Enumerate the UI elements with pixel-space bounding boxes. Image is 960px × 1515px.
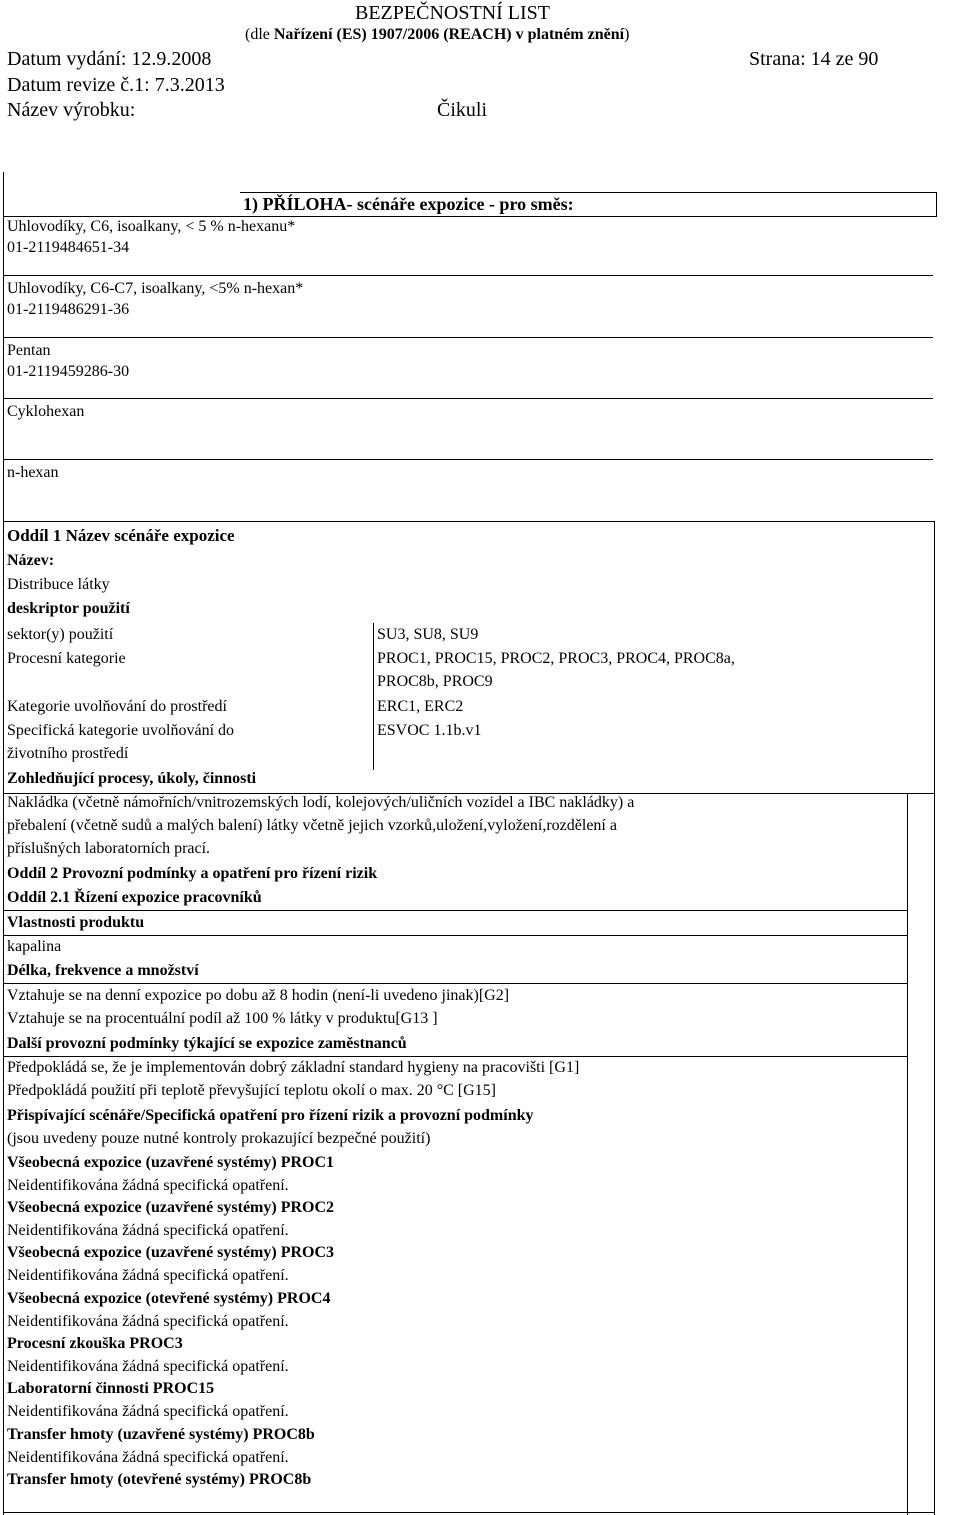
divider [3, 910, 908, 911]
substance-name: Cyklohexan [7, 403, 85, 420]
scenario-title: Transfer hmoty (uzavřené systémy) PROC8b [7, 1426, 315, 1443]
substance-reg: 01-2119484651-34 [7, 239, 130, 256]
duration-line: Vztahuje se na procentuální podíl až 100 % látky v produktu[G13 ] [7, 1010, 438, 1027]
divider [3, 398, 933, 399]
scenario-text: Neidentifikována žádná specifická opatření. [7, 1267, 289, 1284]
substance-name: n-hexan [7, 464, 59, 481]
page-number: Strana: 14 ze 90 [749, 48, 879, 70]
product-props-value: kapalina [7, 938, 62, 955]
release-category-label: Kategorie uvolňování do prostředí [7, 698, 227, 715]
scenario-title: Všeobecná expozice (otevřené systémy) PROC4 [7, 1290, 331, 1307]
section2-heading: Oddíl 2 Provozní podmínky a opatření pro řízení rizik [7, 865, 378, 882]
subtitle-suffix: ) [624, 26, 630, 43]
duration-heading: Délka, frekvence a množství [7, 962, 199, 979]
scenario-title: Procesní zkouška PROC3 [7, 1335, 183, 1352]
annex-title-right-line [936, 192, 937, 217]
other-conditions-line: Předpokládá použití při teplotě převyšující teplotu okolí o max. 20 °C [G15] [7, 1082, 496, 1099]
section1-heading: Oddíl 1 Název scénáře expozice [7, 526, 235, 545]
revision-date: Datum revize č.1: 7.3.2013 [7, 74, 225, 96]
section1-name-value: Distribuce látky [7, 576, 110, 593]
process-category-value-2: PROC8b, PROC9 [377, 673, 493, 690]
divider [3, 935, 908, 936]
product-name: Čikuli [437, 99, 488, 121]
substance-name: Uhlovodíky, C6-C7, isoalkany, <5% n-hexan* [7, 280, 304, 297]
scenario-title: Všeobecná expozice (uzavřené systémy) PROC2 [7, 1199, 335, 1216]
subtitle-regulation: Nařízení (ES) 1907/2006 (REACH) v platném znění [273, 26, 625, 43]
contrib-scenarios-note: (jsou uvedeny pouze nutné kontroly prokazující bezpečné použití) [7, 1130, 431, 1147]
substance-name: Uhlovodíky, C6, isoalkany, < 5 % n-hexanu* [7, 218, 296, 235]
product-label: Název výrobku: [7, 99, 136, 121]
divider [3, 983, 908, 984]
scenario-title: Transfer hmoty (otevřené systémy) PROC8b [7, 1471, 312, 1488]
scenario-text: Neidentifikována žádná specifická opatření. [7, 1449, 289, 1466]
scenario-text: Neidentifikována žádná specifická opatření. [7, 1403, 289, 1420]
process-category-label: Procesní kategorie [7, 650, 126, 667]
contrib-scenarios-heading: Přispívající scénáře/Specifická opatření pro řízení rizik a provozní podmínky [7, 1107, 534, 1124]
divider [3, 337, 933, 338]
left-border [3, 172, 4, 1515]
substance-reg: 01-2119459286-30 [7, 363, 130, 380]
scenario-text: Neidentifikována žádná specifická opatření. [7, 1177, 289, 1194]
document-subtitle [245, 26, 629, 44]
release-category-value: ERC1, ERC2 [377, 698, 464, 715]
annex-title: 1) PŘÍLOHA- scénáře expozice - pro směs: [243, 194, 574, 214]
annex-title-bottom-line [3, 216, 937, 217]
section1-name-label: Název: [7, 552, 55, 569]
section-box-bottom [3, 1512, 935, 1513]
specific-release-value: ESVOC 1.1b.v1 [377, 722, 482, 739]
specific-release-label-2: životního prostředí [7, 745, 129, 762]
divider [3, 1056, 908, 1057]
other-conditions-heading: Další provozní podmínky týkající se expozice zaměstnanců [7, 1035, 407, 1052]
contrib-text-line: příslušných laboratorních prací. [7, 840, 211, 857]
scenario-text: Neidentifikována žádná specifická opatření. [7, 1313, 289, 1330]
section-box-top [3, 521, 935, 522]
other-conditions-line: Předpokládá se, že je implementován dobrý základní standard hygieny na pracovišti [G1] [7, 1059, 580, 1076]
scenario-title: Všeobecná expozice (uzavřené systémy) PROC3 [7, 1244, 335, 1261]
duration-line: Vztahuje se na denní expozice po dobu až 8 hodin (není-li uvedeno jinak)[G2] [7, 987, 510, 1004]
process-category-value: PROC1, PROC15, PROC2, PROC3, PROC4, PROC8a, [377, 650, 735, 667]
contrib-text-line: Nakládka (včetně námořních/vnitrozemských lodí, kolejových/uličních vozidel a IBC nakládky) a [7, 794, 635, 811]
table-column-divider [373, 623, 374, 770]
substance-name: Pentan [7, 342, 51, 359]
scenario-title: Laboratorní činnosti PROC15 [7, 1380, 215, 1397]
scenario-title: Všeobecná expozice (uzavřené systémy) PROC1 [7, 1154, 335, 1171]
issue-date: Datum vydání: 12.9.2008 [7, 48, 212, 70]
descriptor-label: deskriptor použití [7, 600, 130, 617]
product-props-heading: Vlastnosti produktu [7, 914, 145, 931]
annex-title-top-line [240, 192, 937, 193]
use-sector-label: sektor(y) použití [7, 626, 114, 643]
section-box-right [934, 521, 935, 1515]
subtitle-prefix: (dle [245, 26, 274, 43]
scenario-text: Neidentifikována žádná specifická opatření. [7, 1222, 289, 1239]
substance-reg: 01-2119486291-36 [7, 301, 130, 318]
contrib-processes-heading: Zohledňující procesy, úkoly, činnosti [7, 770, 257, 787]
contrib-text-line: přebalení (včetně sudů a malých balení) látky včetně jejich vzorků,uložení,vyložení,rozdělení a [7, 817, 617, 834]
section2-1-heading: Oddíl 2.1 Řízení expozice pracovníků [7, 889, 262, 906]
specific-release-label: Specifická kategorie uvolňování do [7, 722, 235, 739]
divider [3, 275, 933, 276]
document-title: BEZPEČNOSTNÍ LIST [355, 2, 550, 24]
scenario-text: Neidentifikována žádná specifická opatření. [7, 1358, 289, 1375]
inner-right-border [907, 793, 908, 1515]
use-sector-value: SU3, SU8, SU9 [377, 626, 479, 643]
divider [3, 459, 933, 460]
